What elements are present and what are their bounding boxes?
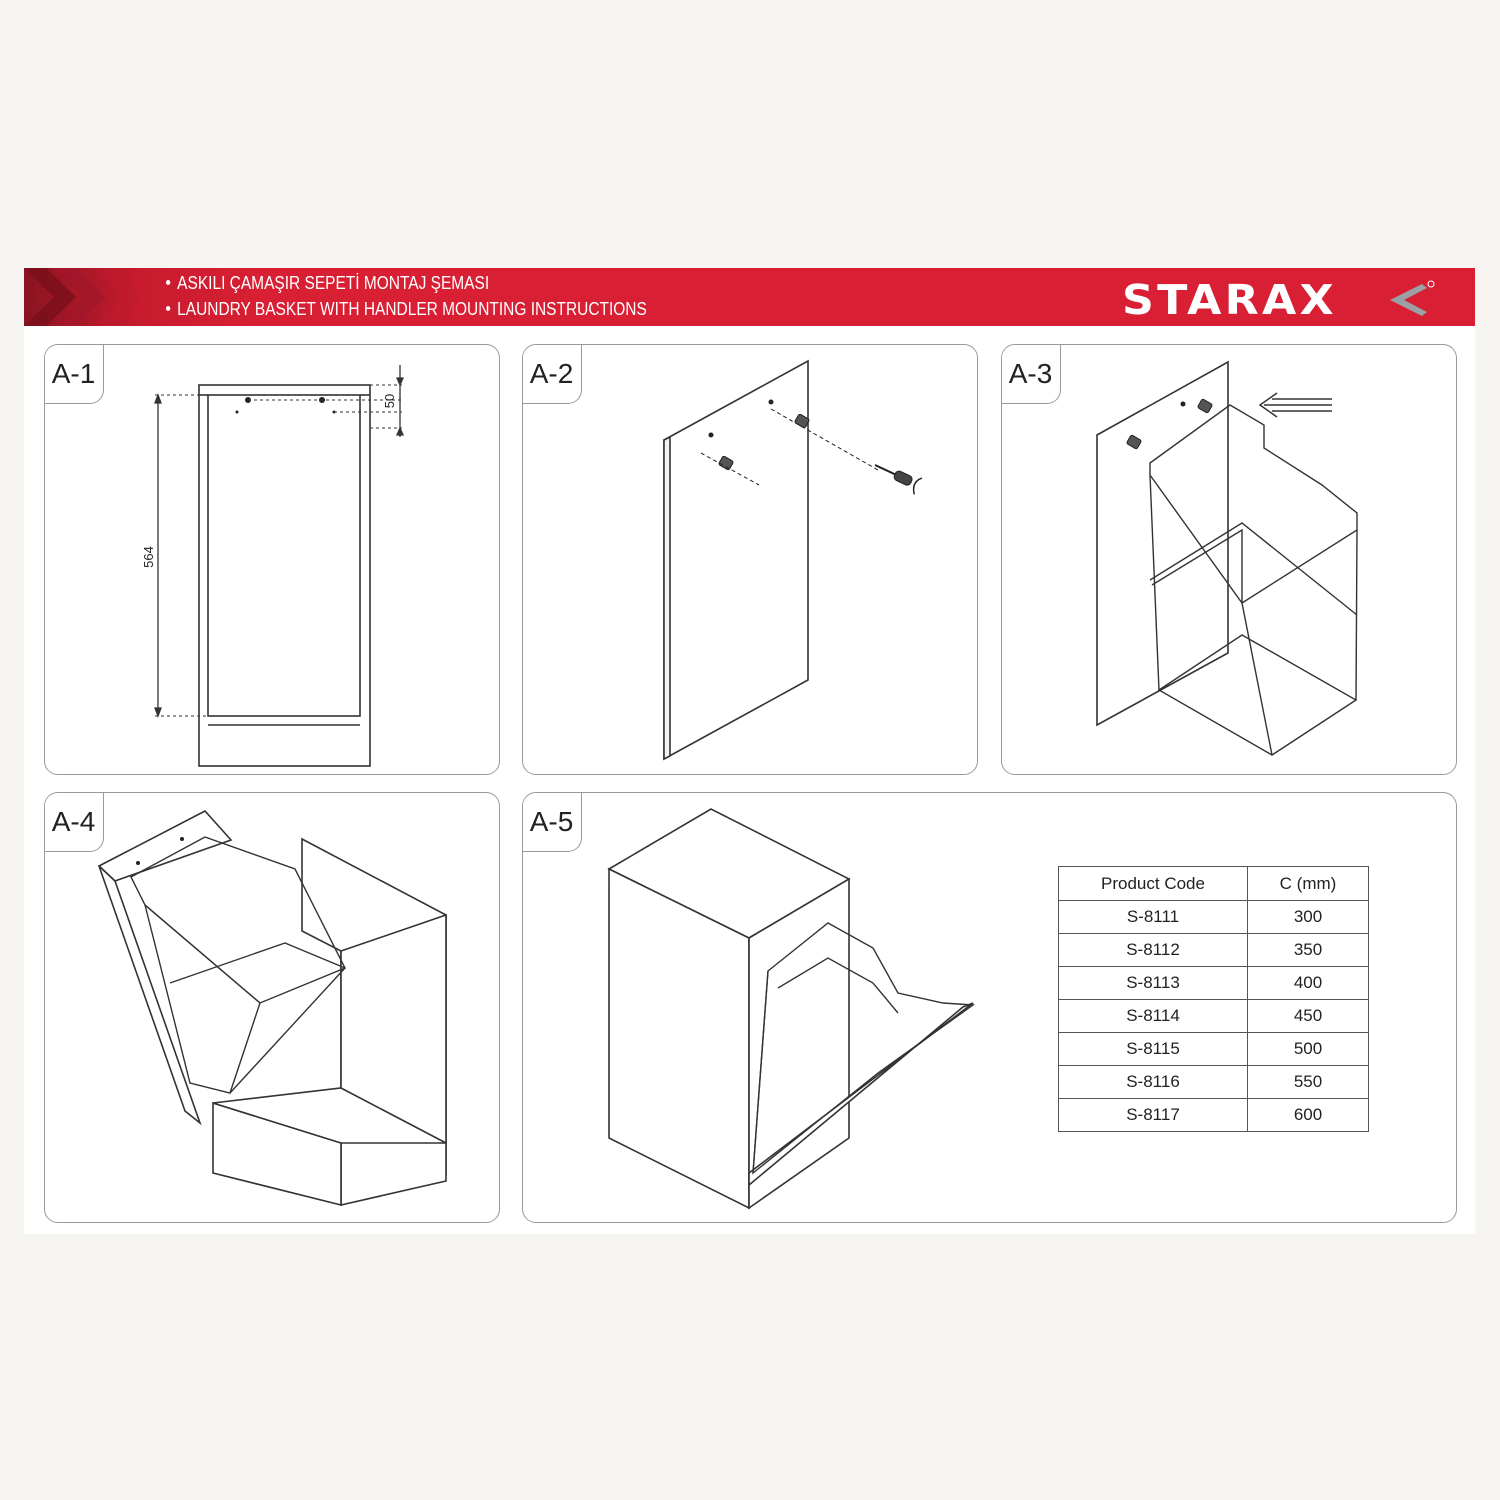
size-cell: 450	[1248, 1000, 1369, 1033]
panel-a4	[44, 792, 500, 1223]
column-header-c-mm: C (mm)	[1248, 867, 1369, 901]
title-turkish: ASKILI ÇAMAŞIR SEPETİ MONTAJ ŞEMASI	[166, 273, 489, 294]
basket-hanging-diagram	[1002, 345, 1457, 775]
product-table	[1058, 866, 1369, 1132]
table-row	[1059, 901, 1369, 934]
table-row	[1059, 967, 1369, 1000]
column-header-product-code: Product Code	[1059, 867, 1248, 901]
size-cell: 500	[1248, 1033, 1369, 1066]
direction-arrow-icon	[1260, 393, 1332, 417]
product-code-cell: S-8113	[1059, 967, 1248, 1000]
product-code-cell: S-8111	[1059, 901, 1248, 934]
table-row	[1059, 1033, 1369, 1066]
table-row	[1059, 934, 1369, 967]
size-cell: 350	[1248, 934, 1369, 967]
screwdriver-icon	[871, 458, 922, 495]
size-cell: 400	[1248, 967, 1369, 1000]
panel-label: A-2	[522, 344, 582, 404]
table-row	[1059, 1099, 1369, 1132]
panel-label: A-3	[1001, 344, 1061, 404]
panel-a3	[1001, 344, 1457, 775]
size-cell: 600	[1248, 1099, 1369, 1132]
logo-arrow-icon	[1122, 278, 1442, 322]
size-cell: 550	[1248, 1066, 1369, 1099]
product-code-cell: S-8117	[1059, 1099, 1248, 1132]
cabinet-front-diagram	[45, 345, 500, 775]
table-row	[1059, 1066, 1369, 1099]
cabinet-tilt-diagram	[45, 793, 500, 1223]
table-row	[1059, 1000, 1369, 1033]
offset-dimension-label: 50	[382, 393, 397, 409]
product-code-cell: S-8115	[1059, 1033, 1248, 1066]
product-code-cell: S-8112	[1059, 934, 1248, 967]
panel-label: A-5	[522, 792, 582, 852]
panel-a2	[522, 344, 978, 775]
height-dimension-label: 564	[141, 546, 156, 568]
panel-a1	[44, 344, 500, 775]
brand-name: STARAX	[1122, 276, 1337, 324]
title-english: LAUNDRY BASKET WITH HANDLER MOUNTING INSTRUCTIONS	[166, 299, 647, 320]
table-header-row	[1059, 867, 1369, 901]
panel-label: A-1	[44, 344, 104, 404]
side-panel-screw-diagram	[523, 345, 978, 775]
product-code-cell: S-8114	[1059, 1000, 1248, 1033]
panel-label: A-4	[44, 792, 104, 852]
brand-logo	[1122, 278, 1442, 322]
chevron-decoration	[24, 268, 164, 326]
size-cell: 300	[1248, 901, 1369, 934]
product-code-cell: S-8116	[1059, 1066, 1248, 1099]
